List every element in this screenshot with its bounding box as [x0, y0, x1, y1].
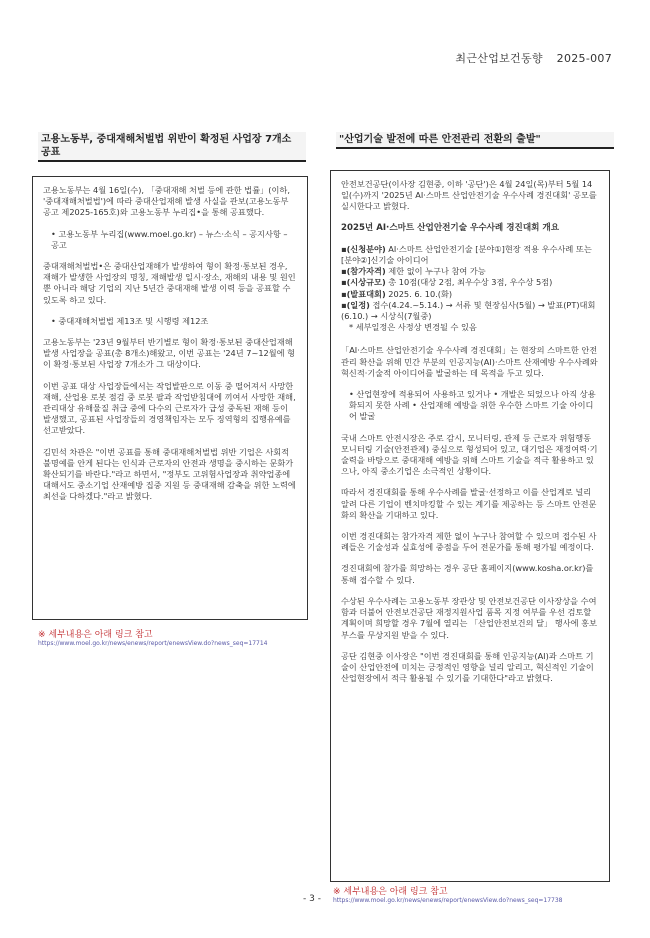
paragraph: 고용노동부는 '23년 9월부터 반기별로 형이 확정·통보된 중대산업재해 발생 사업장을 공표(총 8개소)해왔고, 이번 공표는 '24년 7~12월에 형이 확정·통보된 사업장 7개소가 그 대상이다. [43, 337, 296, 370]
footnote: • 고용노동부 누리집(www.moel.go.kr) – 뉴스·소식 – 공지사항 – 공고 [51, 228, 288, 250]
paragraph: 중대재해처벌법•은 중대산업재해가 발생하여 형이 확정·통보된 경우, 재해가 발생한 사업장의 명칭, 재해발생 일시·장소, 재해의 내용 및 원인뿐 아니라 해당 기업의 지난 5년간 중대재해 발생 이력 등을 공표할 수 있도록 하고 있다. [43, 261, 296, 305]
paragraph: 경진대회에 참가를 희망하는 경우 공단 홈페이지(www.kosha.or.kr)를 통해 접수할 수 있다. [341, 563, 594, 585]
issue-number: 2025-007 [556, 52, 612, 65]
list-item: ▪(시상규모) 총 10점(대상 2점, 최우수상 3점, 우수상 5점) [341, 277, 553, 288]
right-reference-link[interactable]: https://www.moel.go.kr/news/enews/report/enewsView.do?news_seq=17738 [333, 897, 563, 904]
left-article-heading: 고용노동부, 중대재해처벌법 위반이 확정된 사업장 7개소 공표 [38, 132, 306, 162]
publication-title: 최근산업보건동향 [455, 52, 543, 65]
item-label: (참가자격) [346, 266, 386, 277]
paragraph: 수상된 우수사례는 고용노동부 장관상 및 안전보건공단 이사장상을 수여함과 더불어 안전보건공단 재정지원사업 품목 지정 여부를 우선 검토할 계획이며 희망할 경우 7월에 열리는 「산업안전보건의 달」 행사에 홍보부스를 무상지원 받을 수 있다. [341, 595, 597, 640]
right-article-body [330, 170, 610, 882]
paragraph: 김민석 차관은 "이번 공표를 통해 중대재해처벌법 위반 기업은 사회적 불명예를 안게 된다는 인식과 근로자의 안전과 생명을 중시하는 문화가 확산되기를 바란다."라고 하면서, "정부도 고위험사업장과 취약업종에 대해서도 중소기업 산재예방 집중 지원 등 중대재해 감축을 위한 노력에 최선을 다하겠다."라고 밝혔다. [43, 446, 296, 502]
paragraph: 공단 김현중 이사장은 "이번 경진대회를 통해 인공지능(AI)과 스마트 기술이 산업안전에 미치는 긍정적인 영향을 널리 알리고, 혁신적인 기술이 산업현장에서 적극 활용될 수 있기를 기대한다"라고 밝혔다. [341, 650, 594, 684]
item-label: (신청분야) [346, 243, 386, 254]
item-text: 제한 없이 누구나 참여 가능 [385, 266, 486, 277]
intro-paragraph: 안전보건공단(이사장 김현중, 이하 '공단')은 4월 24일(목)부터 5월 14일(수)까지 '2025년 AI·스마트 산업안전기술 우수사례 경진대회' 공모를 실시한다고 밝혔다. [341, 179, 597, 212]
paragraph: 이번 공표 대상 사업장들에서는 작업발판으로 이동 중 떨어져서 사망한 재해, 산업용 로봇 점검 중 로봇 팔과 작업받침대에 끼여서 사망한 재해, 관리대상 유해물질 취급 중에 다수의 근로자가 급성 중독된 재해 등이 발생했고, 공표된 사업장들의 경영책임자는 모두 징역형의 집행유예를 선고받았다. [43, 380, 296, 436]
item-label: (발표대회) [346, 288, 386, 299]
overview-subheading: 2025년 AI·스마트 산업안전기술 우수사례 경진대회 개요 [341, 222, 560, 233]
page-number: - 3 - [303, 894, 321, 904]
item-text: AI·스마트 산업안전기술 [분야①]현장 적용 우수사례 또는 [분야②]신기술 아이디어 [341, 243, 592, 266]
paragraph: 국내 스마트 안전시장은 주로 감시, 모니터링, 관제 등 근로자 위험행동 모니터링 기술(안전관제) 중심으로 형성되어 있고, 대기업은 재정여력·기술력을 바탕으로 중대재해 예방을 위해 스마트 기술을 적극 활용하고 있으나, 아직 중소기업은 소극적인 상황이다. [341, 432, 598, 477]
paragraph: 따라서 경진대회를 통해 우수사례를 발굴·선정하고 이를 산업계로 널리 알려 다른 기업이 벤치마킹할 수 있는 계기를 제공하는 등 스마트 안전문화의 확산을 기대하고 있다. [341, 487, 597, 520]
paragraph: 고용노동부는 4월 16일(수), 「중대재해 처벌 등에 관한 법률」(이하, '중대재해처벌법')에 따라 중대산업재해 발생 사실을 관보(고용노동부 공고 제2025-165호)와 고용노동부 누리집•을 통해 공표했다. [43, 185, 290, 218]
item-text: 2025. 6. 10.(화) [385, 288, 453, 299]
left-reference-link[interactable]: https://www.moel.go.kr/news/enews/report/enewsView.do?news_seq=17714 [38, 640, 268, 647]
item-label: (시상규모) [346, 277, 386, 288]
right-article-heading: "산업기술 발전에 따른 안전관리 전환의 출발" [336, 132, 614, 149]
paragraph: 「AI·스마트 산업안전기술 우수사례 경진대회」는 현장의 스마트한 안전관리 확산을 위해 민간 부분의 인공지능(AI)·스마트 산재예방 우수사례와 혁신적·기술적 아이디어를 발굴하는 데 목적을 두고 있다. [341, 345, 598, 378]
footnote: • 중대재해처벌법 제13조 및 시행령 제12조 [51, 315, 209, 326]
page-header [445, 50, 612, 66]
overview-list [341, 244, 599, 334]
left-article-body [32, 176, 308, 620]
list-item: ▪(신청분야) AI·스마트 산업안전기술 [분야①]현장 적용 우수사례 또는 [분야②]신기술 아이디어 [341, 243, 592, 266]
paragraph: 이번 경진대회는 참가자격 제한 없이 누구나 참여할 수 있으며 접수된 사례들은 기술성과 실효성에 중점을 두어 전문가를 통해 평가될 예정이다. [341, 531, 597, 553]
schedule-note: * 세부일정은 사정상 변경될 수 있음 [349, 322, 477, 333]
item-text: 총 10점(대상 2점, 최우수상 3점, 우수상 5점) [385, 277, 553, 288]
left-reference-note: ※ 세부내용은 아래 링크 참고 [38, 630, 153, 640]
right-reference-note: ※ 세부내용은 아래 링크 참고 [333, 887, 448, 897]
list-item: ▪(참가자격) 제한 없이 누구나 참여 가능 [341, 266, 486, 277]
list-item: ▪(일정) 접수(4.24.~5.14.) → 서류 및 현장심사(5월) → 발표(PT)대회(6.10.) → 시상식(7월중) [341, 299, 596, 322]
bullet-note: • 산업현장에 적용되어 사용하고 있거나 • 개발은 되었으나 아직 상용화되지 못한 사례 • 산업재해 예방을 위한 우수한 스마트 기술 아이디어 발굴 [349, 389, 596, 422]
item-text: 접수(4.24.~5.14.) → 서류 및 현장심사(5월) → 발표(PT)대회(6.10.) → 시상식(7월중) [341, 299, 596, 322]
item-label: (일정) [346, 299, 370, 310]
list-item: ▪(발표대회) 2025. 6. 10.(화) [341, 288, 453, 299]
